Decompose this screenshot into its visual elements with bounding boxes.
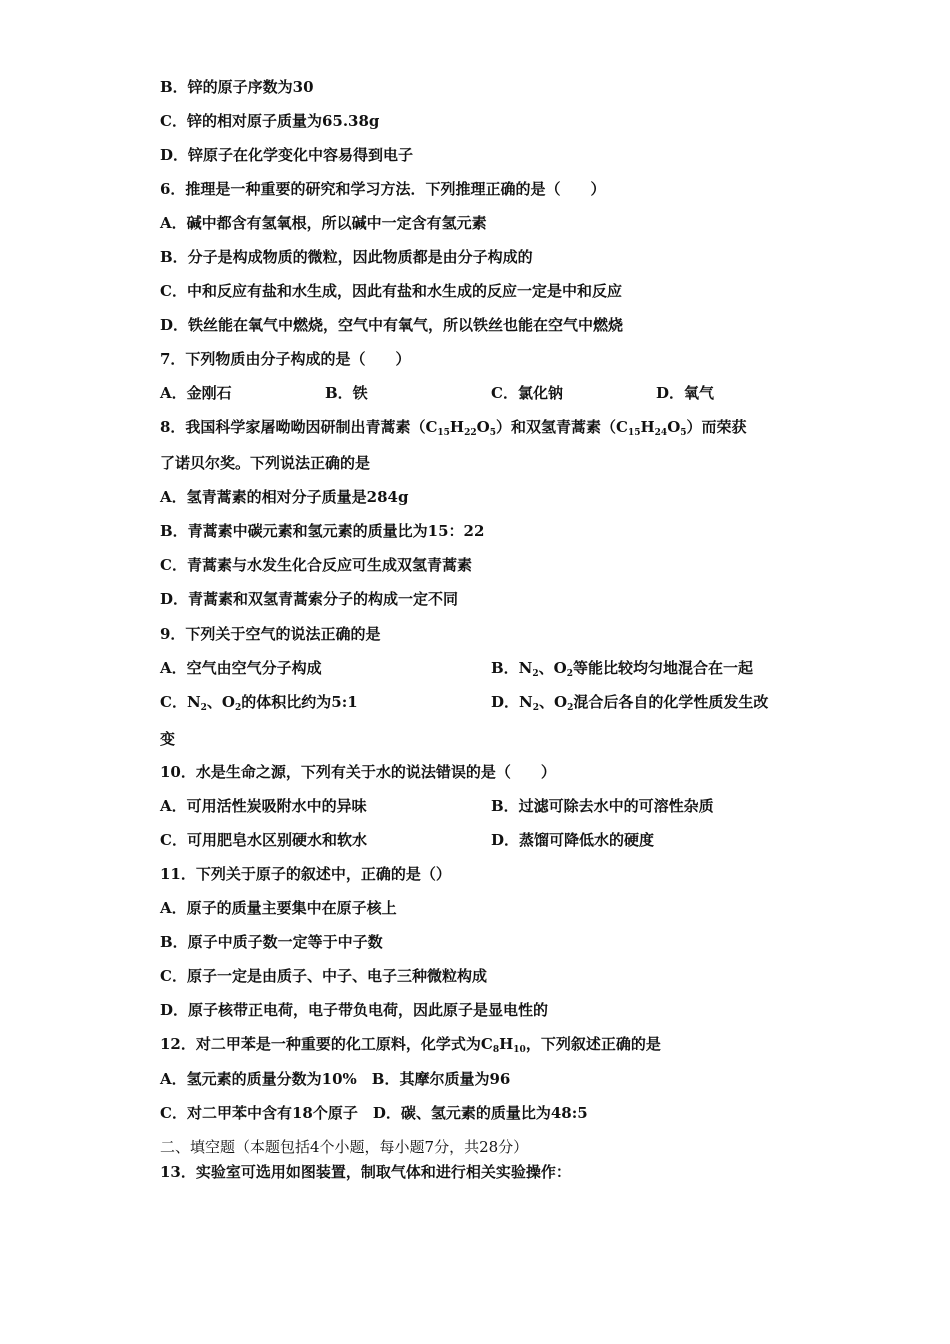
q8-stem-line2: 了诺贝尔奖。下列说法正确的是 (160, 454, 371, 472)
q9-stem: 9．下列关于空气的说法正确的是 (160, 625, 381, 643)
q13-stem: 13．实验室可选用如图装置，制取气体和进行相关实验操作： (160, 1163, 571, 1181)
q7-option-c: C．氯化钠 (491, 384, 563, 402)
section-title-fill-in: 二、填空题（本题包括4个小题，每小题7分，共28分） (160, 1138, 529, 1156)
q6-option-b: B．分子是构成物质的微粒，因此物质都是由分子构成的 (160, 248, 533, 266)
q5-option-b: B．锌的原子序数为30 (160, 78, 314, 96)
q7-stem: 7．下列物质由分子构成的是（ ） (160, 350, 411, 368)
q10-stem: 10．水是生命之源，下列有关于水的说法错误的是（ ） (160, 763, 556, 781)
q11-option-b: B．原子中质子数一定等于中子数 (160, 933, 383, 951)
q11-stem: 11．下列关于原子的叙述中，正确的是（） (160, 865, 451, 883)
q11-option-c: C．原子一定是由质子、中子、电子三种微粒构成 (160, 967, 487, 985)
q6-option-a: A．碱中都含有氢氧根，所以碱中一定含有氢元素 (160, 214, 487, 232)
q8-option-c: C．青蒿素与水发生化合反应可生成双氢青蒿素 (160, 556, 472, 574)
q8-option-d: D．青蒿素和双氢青蒿索分子的构成一定不同 (160, 590, 459, 608)
q12-stem: 12．对二甲苯是一种重要的化工原料，化学式为$C_8H_{10}$，下列叙述正确的是 (160, 1035, 661, 1055)
q7-option-b: B．铁 (325, 384, 368, 402)
q12-options-cd: C．对二甲苯中含有18个原子 D．碳、氢元素的质量比为48:5 (160, 1104, 588, 1122)
q9-option-d-wrap: 变 (160, 730, 176, 748)
q10-option-a: A．可用活性炭吸附水中的异味 (160, 797, 367, 815)
q10-option-c: C．可用肥皂水区别硬水和软水 (160, 831, 367, 849)
q9-option-b: B．$N_2$、$O_2$等能比较均匀地混合在一起 (491, 659, 754, 679)
q6-stem: 6．推理是一种重要的研究和学习方法．下列推理正确的是（ ） (160, 180, 606, 198)
q10-option-d: D．蒸馏可降低水的硬度 (491, 831, 655, 849)
q9-option-c: C．$N_2$、$O_2$的体积比约为5:1 (160, 693, 358, 713)
q5-option-c: C．锌的相对原子质量为65.38g (160, 112, 380, 130)
q8-stem: 8．我国科学家屠呦呦因研制出青蒿素$(C_{15}H_{22}O_5)$和双氢青蒿素$(C_{15}H_{24}O_5)$而荣获 (160, 418, 747, 438)
q8-option-b: B．青蒿素中碳元素和氢元素的质量比为15：22 (160, 522, 485, 540)
q10-option-b: B．过滤可除去水中的可溶性杂质 (491, 797, 714, 815)
q7-option-a: A．金刚石 (160, 384, 232, 402)
q6-option-c: C．中和反应有盐和水生成，因此有盐和水生成的反应一定是中和反应 (160, 282, 622, 300)
q9-option-a: A．空气由空气分子构成 (160, 659, 322, 677)
q11-option-a: A．原子的质量主要集中在原子核上 (160, 899, 397, 917)
q7-option-d: D．氧气 (656, 384, 715, 402)
q8-option-a: A．氢青蒿素的相对分子质量是284g (160, 488, 409, 506)
q6-option-d: D．铁丝能在氧气中燃烧，空气中有氧气，所以铁丝也能在空气中燃烧 (160, 316, 624, 334)
q11-option-d: D．原子核带正电荷，电子带负电荷，因此原子是显电性的 (160, 1001, 549, 1019)
q5-option-d: D．锌原子在化学变化中容易得到电子 (160, 146, 414, 164)
q9-option-d: D．$N_2$、$O_2$混合后各自的化学性质发生改 (491, 693, 769, 713)
q12-options-ab: A．氢元素的质量分数为10% B．其摩尔质量为96 (160, 1070, 511, 1088)
